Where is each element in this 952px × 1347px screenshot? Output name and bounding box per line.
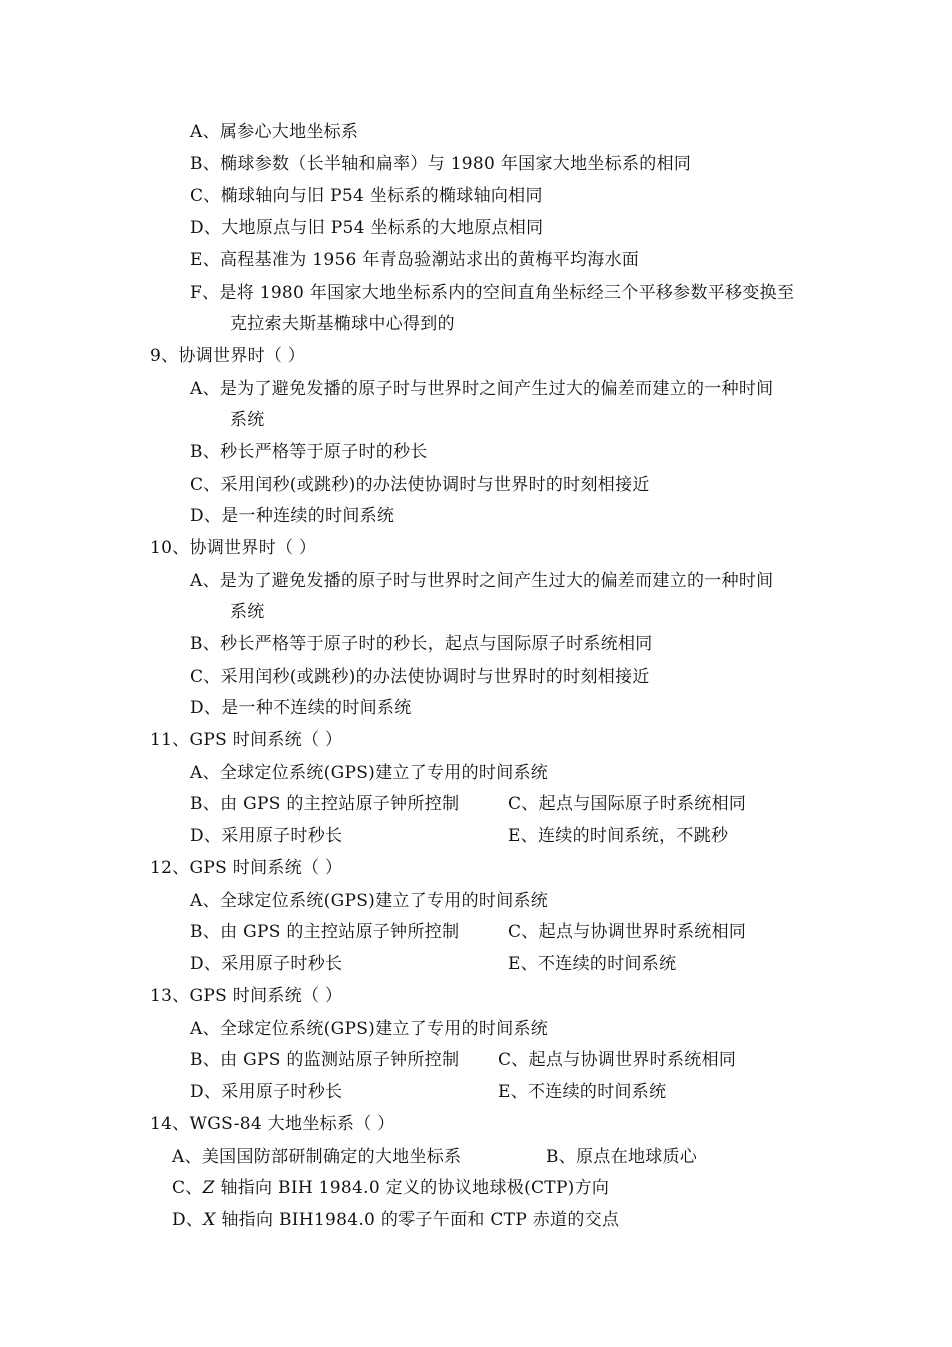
q11-option-a: A、全球定位系统(GPS)建立了专用的时间系统 — [190, 763, 549, 783]
q11-stem: 11、GPS 时间系统（ ） — [150, 730, 343, 750]
q13-option-e: E、不连续的时间系统 — [498, 1082, 667, 1102]
q10-option-b: B、秒长严格等于原子时的秒长，起点与国际原子时系统相同 — [190, 634, 653, 654]
q9-option-d: D、是一种连续的时间系统 — [190, 506, 395, 526]
q8-option-c: C、椭球轴向与旧 P54 坐标系的椭球轴向相同 — [190, 186, 543, 206]
q11-option-c: C、起点与国际原子时系统相同 — [508, 794, 747, 814]
q14-option-c-prefix: C、 — [172, 1178, 203, 1198]
q9-option-a-line2: 系统 — [230, 410, 265, 430]
q14-stem: 14、WGS-84 大地坐标系（ ） — [150, 1114, 395, 1134]
q10-option-d: D、是一种不连续的时间系统 — [190, 698, 412, 718]
q9-option-c: C、采用闰秒(或跳秒)的办法使协调时与世界时的时刻相接近 — [190, 475, 650, 495]
q11-option-e: E、连续的时间系统，不跳秒 — [508, 826, 729, 846]
q12-option-c: C、起点与协调世界时系统相同 — [508, 922, 747, 942]
q10-option-a-line1: A、是为了避免发播的原子时与世界时之间产生过大的偏差而建立的一种时间 — [190, 571, 774, 591]
q10-stem: 10、协调世界时（ ） — [150, 538, 317, 558]
q12-option-e: E、不连续的时间系统 — [508, 954, 677, 974]
q14-option-d-rest: 轴指向 BIH1984.0 的零子午面和 CTP 赤道的交点 — [215, 1210, 620, 1230]
q10-option-a-line2: 系统 — [230, 602, 265, 622]
q14-option-c-axis: Z — [202, 1178, 215, 1198]
q12-stem: 12、GPS 时间系统（ ） — [150, 858, 343, 878]
q8-option-a: A、属参心大地坐标系 — [190, 122, 359, 142]
q12-option-d: D、采用原子时秒长 — [190, 954, 343, 974]
q14-option-b: B、原点在地球质心 — [546, 1147, 698, 1167]
q9-stem: 9、协调世界时（ ） — [150, 346, 306, 366]
q13-option-a: A、全球定位系统(GPS)建立了专用的时间系统 — [190, 1019, 549, 1039]
q10-option-c: C、采用闰秒(或跳秒)的办法使协调时与世界时的时刻相接近 — [190, 667, 650, 687]
q9-option-b: B、秒长严格等于原子时的秒长 — [190, 442, 428, 462]
q13-option-d: D、采用原子时秒长 — [190, 1082, 343, 1102]
q12-option-b: B、由 GPS 的主控站原子钟所控制 — [190, 922, 460, 942]
q8-option-f-line2: 克拉索夫斯基椭球中心得到的 — [230, 314, 455, 334]
q13-option-b: B、由 GPS 的监测站原子钟所控制 — [190, 1050, 460, 1070]
q9-option-a-line1: A、是为了避免发播的原子时与世界时之间产生过大的偏差而建立的一种时间 — [190, 379, 774, 399]
q11-option-b: B、由 GPS 的主控站原子钟所控制 — [190, 794, 460, 814]
q12-option-a: A、全球定位系统(GPS)建立了专用的时间系统 — [190, 891, 549, 911]
q8-option-f-line1: F、是将 1980 年国家大地坐标系内的空间直角坐标经三个平移参数平移变换至 — [190, 283, 795, 303]
q8-option-d: D、大地原点与旧 P54 坐标系的大地原点相同 — [190, 218, 544, 238]
q14-option-d — [172, 1209, 619, 1231]
q14-option-c — [172, 1177, 609, 1199]
q14-option-c-rest: 轴指向 BIH 1984.0 定义的协议地球极(CTP)方向 — [214, 1178, 610, 1198]
q14-option-d-prefix: D、 — [172, 1210, 204, 1230]
q11-option-d: D、采用原子时秒长 — [190, 826, 343, 846]
q13-stem: 13、GPS 时间系统（ ） — [150, 986, 343, 1006]
q13-option-c: C、起点与协调世界时系统相同 — [498, 1050, 737, 1070]
q8-option-b: B、椭球参数（长半轴和扁率）与 1980 年国家大地坐标系的相同 — [190, 154, 692, 174]
q14-option-d-axis: X — [203, 1210, 216, 1230]
q8-option-e: E、高程基准为 1956 年青岛验潮站求出的黄梅平均海水面 — [190, 250, 640, 270]
q14-option-a: A、美国国防部研制确定的大地坐标系 — [172, 1147, 462, 1167]
